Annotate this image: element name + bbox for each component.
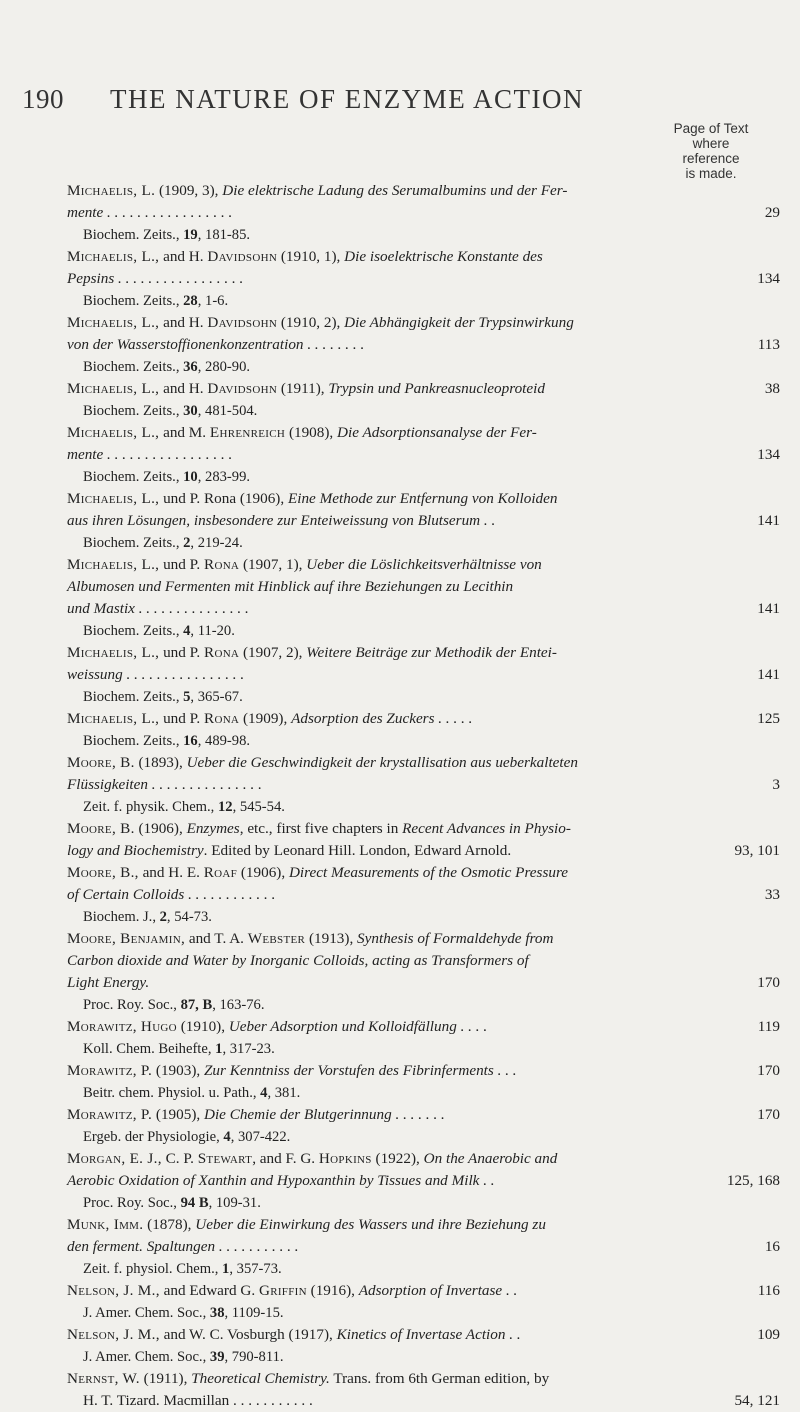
bibliography-entry <box>67 246 780 312</box>
entry-line <box>67 202 780 224</box>
entry-text: Trans. from 6th German edition, by <box>329 1370 550 1387</box>
journal-name: Zeit. f. physiol. Chem., <box>83 1261 219 1277</box>
journal-name: Biochem. J., <box>83 909 156 925</box>
entry-title: Direct Measurements of the Osmotic Pressure <box>288 864 569 881</box>
entry-coauthor: Davidsohn <box>207 380 278 397</box>
entry-meta: (1916), <box>306 1282 359 1299</box>
entry-page-reference: 141 <box>757 600 780 617</box>
bibliography-entry <box>67 1016 780 1060</box>
entry-journal <box>67 686 780 708</box>
bibliography-entry <box>67 378 780 422</box>
journal-name: J. Amer. Chem. Soc., <box>83 1305 207 1321</box>
entry-title: aus ihren Lösungen, insbesondere zur Enteiweissung von Blutserum . . <box>67 512 496 529</box>
entry-title: mente . . . . . . . . . . . . . . . . . <box>67 446 233 463</box>
journal-pages: , 219-24. <box>190 535 243 551</box>
journal-pages: , 163-76. <box>212 997 265 1013</box>
entry-journal <box>67 224 780 246</box>
bibliography-entry <box>67 554 780 642</box>
entry-title: Die Chemie der Blutgerinnung . . . . . . . <box>203 1106 445 1123</box>
journal-volume: 94 B <box>180 1195 209 1211</box>
entry-page-reference: 3 <box>772 776 780 793</box>
entry-meta: und P. <box>159 644 205 661</box>
entry-page-reference: 113 <box>757 336 780 353</box>
entry-line <box>67 488 780 510</box>
entry-journal <box>67 730 780 752</box>
entry-title: On the Anaerobic and <box>423 1150 558 1167</box>
journal-name: Biochem. Zeits., <box>83 293 180 309</box>
entry-meta: und P. Rona (1906), <box>159 490 288 507</box>
entry-title: Pepsins . . . . . . . . . . . . . . . . . <box>67 270 244 287</box>
entry-journal <box>67 290 780 312</box>
entry-meta: and H. <box>159 380 208 397</box>
journal-volume: 28 <box>183 293 198 309</box>
entry-title: Kinetics of Invertase Action . . <box>336 1326 521 1343</box>
entry-journal <box>67 1302 780 1324</box>
entry-journal <box>67 1258 780 1280</box>
entry-coauthor: Davidsohn <box>207 314 278 331</box>
journal-pages: , 317-23. <box>222 1041 275 1057</box>
entry-title: Die Abhängigkeit der Trypsinwirkung <box>344 314 574 331</box>
entry-coauthor: Ehrenreich <box>209 424 286 441</box>
entry-author: Munk, Imm. <box>67 1216 144 1233</box>
entry-meta: (1913), <box>305 930 358 947</box>
journal-name: Biochem. Zeits., <box>83 227 180 243</box>
entry-coauthor: Webster <box>247 930 306 947</box>
entry-title: von der Wasserstoffionenkonzentration . . . . . . . . <box>67 336 365 353</box>
entry-title: Aerobic Oxidation of Xanthin and Hypoxanthin by Tissues and Milk . . <box>67 1172 495 1189</box>
entry-author: Michaelis, L. <box>67 182 156 199</box>
entry-line <box>67 598 780 620</box>
entry-coauthor: Rona <box>204 644 240 661</box>
entry-author: Morawitz, P. <box>67 1106 153 1123</box>
entry-meta: (1907, 1), <box>239 556 307 573</box>
entry-line <box>67 950 780 972</box>
journal-name: Biochem. Zeits., <box>83 733 180 749</box>
journal-pages: , 11-20. <box>190 623 235 639</box>
entry-title: Die isoelektrische Konstante des <box>344 248 543 265</box>
entry-author: Michaelis, L., <box>67 710 160 727</box>
column-heading-line: is made. <box>685 166 737 181</box>
entry-title: Ueber Adsorption und Kolloidfällung . . . . <box>228 1018 488 1035</box>
entry-meta: (1907, 2), <box>239 644 307 661</box>
journal-pages: , 307-422. <box>230 1129 291 1145</box>
entry-line <box>67 664 780 686</box>
journal-volume: 4 <box>260 1085 268 1101</box>
entry-line <box>67 1324 780 1346</box>
entry-page-reference: 141 <box>757 512 780 529</box>
entry-meta: and H. <box>159 314 208 331</box>
entry-title: Weitere Beiträge zur Methodik der Entei- <box>306 644 557 661</box>
entry-meta: (1905), <box>152 1106 204 1123</box>
journal-pages: , 1109-15. <box>224 1305 284 1321</box>
bibliography-list <box>67 180 780 1412</box>
entry-page-reference: 29 <box>764 204 780 221</box>
journal-volume: 1 <box>215 1041 223 1057</box>
entry-journal <box>67 1346 780 1368</box>
entry-title: Die elektrische Ladung des Serumalbumins und der Fer- <box>222 182 568 199</box>
bibliography-entry <box>67 1148 780 1214</box>
entry-title: Adsorption des Zuckers . . . . . <box>291 710 473 727</box>
entry-journal <box>67 400 780 422</box>
entry-meta: (1909), <box>239 710 292 727</box>
entry-meta: (1911), <box>277 380 329 397</box>
entry-coauthor: Rona <box>204 556 240 573</box>
entry-line <box>67 1236 780 1258</box>
entry-line <box>67 774 780 796</box>
entry-title: Adsorption of Invertase . . <box>358 1282 518 1299</box>
entry-title: Zur Kenntniss der Vorstufen des Fibrinferments . . . <box>203 1062 517 1079</box>
entry-line <box>67 884 780 906</box>
journal-volume: 19 <box>183 227 198 243</box>
entry-meta: (1906), <box>237 864 289 881</box>
entry-author: Nelson, J. M., <box>67 1282 160 1299</box>
entry-meta: C. P. <box>161 1150 198 1167</box>
entry-meta: (1893), <box>134 754 187 771</box>
entry-page-reference: 125 <box>757 710 780 727</box>
bibliography-entry <box>67 422 780 488</box>
journal-volume: 5 <box>183 689 191 705</box>
journal-name: Biochem. Zeits., <box>83 689 180 705</box>
entry-line <box>67 972 780 994</box>
entry-line <box>67 928 780 950</box>
entry-line <box>67 1368 780 1390</box>
entry-line <box>67 1060 780 1082</box>
entry-title: Die Adsorptionsanalyse der Fer- <box>337 424 537 441</box>
entry-author: Michaelis, L., <box>67 314 160 331</box>
entry-text: , etc., first five chapters in <box>239 820 403 837</box>
entry-author: Michaelis, L., <box>67 380 160 397</box>
journal-volume: 4 <box>183 623 191 639</box>
entry-meta: (1910, 2), <box>277 314 345 331</box>
entry-journal <box>67 620 780 642</box>
entry-coauthor: Rona <box>204 710 240 727</box>
entry-title: den ferment. Spaltungen . . . . . . . . . . . <box>67 1238 299 1255</box>
entry-meta: and W. C. Vosburgh (1917), <box>159 1326 337 1343</box>
entry-journal <box>67 532 780 554</box>
journal-name: Proc. Roy. Soc., <box>83 1195 177 1211</box>
journal-name: Biochem. Zeits., <box>83 359 180 375</box>
entry-page-reference: 16 <box>764 1238 780 1255</box>
entry-author: Moore, B. <box>67 820 135 837</box>
entry-meta: und P. <box>159 556 205 573</box>
journal-name: Koll. Chem. Beihefte, <box>83 1041 212 1057</box>
journal-volume: 12 <box>218 799 233 815</box>
entry-author: Moore, Benjamin, <box>67 930 186 947</box>
entry-journal <box>67 466 780 488</box>
entry-page-reference: 170 <box>757 1106 780 1123</box>
entry-line <box>67 1390 780 1412</box>
entry-journal <box>67 356 780 378</box>
journal-volume: 87, B <box>180 997 213 1013</box>
journal-volume: 1 <box>222 1261 230 1277</box>
bibliography-entry <box>67 1280 780 1324</box>
entry-meta: (1878), <box>143 1216 196 1233</box>
entry-author: Morawitz, P. <box>67 1062 153 1079</box>
entry-journal <box>67 1192 780 1214</box>
entry-author: Moore, B. <box>67 754 135 771</box>
entry-line <box>67 1148 780 1170</box>
journal-pages: , 1-6. <box>197 293 229 309</box>
bibliography-entry <box>67 1104 780 1148</box>
entry-title: of Certain Colloids . . . . . . . . . . . . <box>67 886 276 903</box>
entry-title: Ueber die Geschwindigkeit der krystallisation aus ueberkalteten <box>186 754 578 771</box>
journal-pages: , 280-90. <box>197 359 251 375</box>
entry-page-reference: 109 <box>757 1326 780 1343</box>
entry-title: mente . . . . . . . . . . . . . . . . . <box>67 204 233 221</box>
entry-page-reference: 170 <box>757 974 780 991</box>
entry-meta: and Edward G. <box>159 1282 259 1299</box>
entry-journal <box>67 796 780 818</box>
journal-pages: , 181-85. <box>197 227 251 243</box>
entry-coauthor: Hopkins <box>318 1150 372 1167</box>
entry-line <box>67 576 780 598</box>
entry-author: Nernst, W. <box>67 1370 140 1387</box>
entry-line <box>67 708 780 730</box>
entry-title: Eine Methode zur Entfernung von Kolloiden <box>287 490 558 507</box>
entry-meta: and H. E. <box>138 864 204 881</box>
entry-meta: (1910, 1), <box>277 248 345 265</box>
entry-meta: (1910), <box>176 1018 229 1035</box>
journal-name: J. Amer. Chem. Soc., <box>83 1349 207 1365</box>
journal-volume: 2 <box>159 909 167 925</box>
entry-title: Trypsin und Pankreasnucleoproteid <box>328 380 545 397</box>
entry-line <box>67 752 780 774</box>
journal-pages: , 283-99. <box>197 469 251 485</box>
bibliography-entry <box>67 312 780 378</box>
bibliography-entry <box>67 862 780 928</box>
bibliography-entry <box>67 1368 780 1412</box>
entry-journal <box>67 1038 780 1060</box>
entry-title: Ueber die Löslichkeitsverhältnisse von <box>306 556 542 573</box>
entry-title: weissung . . . . . . . . . . . . . . . . <box>67 666 245 683</box>
entry-page-reference: 125, 168 <box>726 1172 780 1189</box>
entry-title: Recent Advances in Physio- <box>402 820 571 837</box>
entry-line <box>67 554 780 576</box>
bibliography-entry <box>67 1060 780 1104</box>
entry-journal <box>67 906 780 928</box>
entry-line <box>67 312 780 334</box>
entry-journal <box>67 994 780 1016</box>
bibliography-entry <box>67 752 780 818</box>
entry-page-reference: 116 <box>757 1282 780 1299</box>
entry-meta: und P. <box>159 710 205 727</box>
journal-volume: 30 <box>183 403 198 419</box>
entry-coauthor: Griffin <box>258 1282 307 1299</box>
bibliography-entry <box>67 928 780 1016</box>
entry-author: Michaelis, L., <box>67 490 160 507</box>
running-title: THE NATURE OF ENZYME ACTION <box>110 84 584 114</box>
entry-title: logy and <box>67 842 124 859</box>
entry-page-reference: 134 <box>757 270 780 287</box>
entry-meta: , and F. G. <box>252 1150 319 1167</box>
entry-title: Light Energy. <box>67 974 150 991</box>
entry-title: und Mastix . . . . . . . . . . . . . . . <box>67 600 249 617</box>
entry-page-reference: 134 <box>757 446 780 463</box>
entry-line <box>67 334 780 356</box>
bibliography-entry <box>67 488 780 554</box>
journal-volume: 2 <box>183 535 191 551</box>
entry-meta: and H. <box>159 248 208 265</box>
entry-title: Biochemistry <box>123 842 204 859</box>
entry-page-reference: 93, 101 <box>734 842 780 859</box>
bibliography-entry <box>67 1324 780 1368</box>
entry-line <box>67 378 780 400</box>
entry-title: Albumosen und Fermenten mit Hinblick auf ihre Beziehungen zu Lecithin <box>67 578 514 595</box>
column-heading-line: Page of Text <box>673 121 749 136</box>
entry-page-reference: 119 <box>757 1018 780 1035</box>
entry-author: Michaelis, L., <box>67 556 160 573</box>
entry-line <box>67 840 780 862</box>
bibliography-entry <box>67 708 780 752</box>
entry-text: . Edited by Leonard Hill. London, Edward Arnold. <box>203 842 512 859</box>
entry-meta: and T. A. <box>185 930 248 947</box>
entry-journal <box>67 1126 780 1148</box>
entry-line <box>67 246 780 268</box>
entry-author: Nelson, J. M., <box>67 1326 160 1343</box>
entry-page-reference: 141 <box>757 666 780 683</box>
entry-line <box>67 444 780 466</box>
bibliography-entry <box>67 642 780 708</box>
page-reference-column-heading <box>646 121 776 181</box>
entry-meta: (1908), <box>285 424 338 441</box>
journal-volume: 10 <box>183 469 198 485</box>
page-number: 190 <box>22 84 64 114</box>
entry-line <box>67 510 780 532</box>
entry-meta: (1909, 3), <box>155 182 223 199</box>
entry-meta: and M. <box>159 424 210 441</box>
entry-meta: (1903), <box>152 1062 204 1079</box>
entry-line <box>67 268 780 290</box>
entry-coauthor: Stewart <box>197 1150 253 1167</box>
entry-line <box>67 862 780 884</box>
entry-title: Flüssigkeiten . . . . . . . . . . . . . . . <box>67 776 262 793</box>
entry-coauthor: Roaf <box>203 864 238 881</box>
entry-author: Moore, B., <box>67 864 139 881</box>
entry-title: Theoretical Chemistry. <box>191 1370 330 1387</box>
journal-volume: 16 <box>183 733 198 749</box>
journal-pages: , 109-31. <box>208 1195 261 1211</box>
page-header <box>22 84 778 124</box>
entry-line <box>67 1104 780 1126</box>
entry-title: Enzymes <box>186 820 240 837</box>
entry-page-reference: 170 <box>757 1062 780 1079</box>
entry-page-reference: 54, 121 <box>734 1392 780 1409</box>
entry-author: Morgan, E. J., <box>67 1150 162 1167</box>
entry-title: Ueber die Einwirkung des Wassers und ihre Beziehung zu <box>195 1216 546 1233</box>
journal-pages: , 54-73. <box>166 909 212 925</box>
journal-volume: 38 <box>209 1305 225 1321</box>
journal-name: Biochem. Zeits., <box>83 403 180 419</box>
entry-line <box>67 1016 780 1038</box>
entry-title: Synthesis of Formaldehyde from <box>357 930 554 947</box>
journal-volume: 36 <box>183 359 198 375</box>
entry-line <box>67 818 780 840</box>
column-heading-line: reference <box>682 151 740 166</box>
journal-pages: , 365-67. <box>190 689 243 705</box>
entry-line <box>67 642 780 664</box>
journal-name: Biochem. Zeits., <box>83 535 180 551</box>
column-heading-line: where <box>692 136 730 151</box>
journal-pages: , 545-54. <box>232 799 285 815</box>
bibliography-entry <box>67 1214 780 1280</box>
journal-name: Ergeb. der Physiologie, <box>83 1129 220 1145</box>
entry-line <box>67 1280 780 1302</box>
entry-meta: (1911), <box>139 1370 192 1387</box>
journal-volume: 39 <box>209 1349 225 1365</box>
entry-line <box>67 1170 780 1192</box>
journal-pages: , 489-98. <box>197 733 251 749</box>
entry-line <box>67 422 780 444</box>
entry-page-reference: 33 <box>764 886 780 903</box>
entry-journal <box>67 1082 780 1104</box>
bibliography-entry <box>67 818 780 862</box>
bibliography-entry <box>67 180 780 246</box>
entry-author: Michaelis, L., <box>67 644 160 661</box>
journal-name: Proc. Roy. Soc., <box>83 997 177 1013</box>
entry-author: Morawitz, Hugo <box>67 1018 177 1035</box>
entry-text: H. T. Tizard. Macmillan . . . . . . . . . . . <box>83 1392 313 1409</box>
entry-line <box>67 180 780 202</box>
journal-pages: , 381. <box>267 1085 301 1101</box>
entry-coauthor: Davidsohn <box>207 248 278 265</box>
journal-name: Beitr. chem. Physiol. u. Path., <box>83 1085 257 1101</box>
journal-volume: 4 <box>223 1129 231 1145</box>
journal-pages: , 790-811. <box>224 1349 284 1365</box>
entry-title: Carbon dioxide and Water by Inorganic Colloids, acting as Transformers of <box>67 952 529 969</box>
entry-author: Michaelis, L., <box>67 248 160 265</box>
entry-page-reference: 38 <box>764 380 780 397</box>
journal-pages: , 481-504. <box>197 403 258 419</box>
entry-meta: (1906), <box>134 820 187 837</box>
journal-name: Biochem. Zeits., <box>83 469 180 485</box>
journal-name: Biochem. Zeits., <box>83 623 180 639</box>
journal-pages: , 357-73. <box>229 1261 282 1277</box>
entry-line <box>67 1214 780 1236</box>
journal-name: Zeit. f. physik. Chem., <box>83 799 215 815</box>
entry-author: Michaelis, L., <box>67 424 160 441</box>
entry-meta: (1922), <box>371 1150 424 1167</box>
